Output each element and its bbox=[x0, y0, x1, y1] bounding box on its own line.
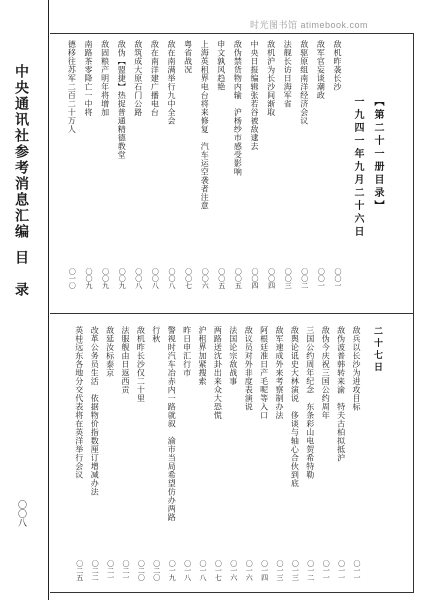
toc-entry-title: 敌机沪为长沙间渐取 bbox=[266, 40, 276, 117]
toc-entry-title: 敌筑成大原石门公路 bbox=[133, 40, 143, 117]
toc-entry-page: 〇一四 bbox=[260, 560, 269, 581]
toc-entry-page: 〇二一 bbox=[106, 560, 115, 581]
toc-entry-title: 敌机昨长沙仅二十里 bbox=[136, 326, 146, 403]
page-number: 〇〇八 bbox=[16, 500, 26, 527]
toc-entry-title: 敌兵以长沙为进攻目标 bbox=[352, 326, 361, 411]
toc-entry-title: 敌驱原组南洋经济会议 bbox=[299, 40, 309, 125]
toc-entry-page: 〇〇九 bbox=[118, 268, 127, 289]
toc-entry-title: 敌机昨袭长沙 bbox=[333, 40, 342, 91]
toc-entry-page: 〇一三 bbox=[291, 560, 300, 581]
toc-entry-page: 〇二〇 bbox=[137, 560, 146, 581]
toc-entry-title: 敌在南满举行九中全会 bbox=[167, 40, 176, 125]
section-label: 目录 bbox=[13, 250, 29, 314]
toc-entry-page: 〇〇一 bbox=[317, 268, 326, 289]
toc-entry-title: 粤省战况 bbox=[183, 40, 193, 74]
toc-entry-page: 〇一一 bbox=[353, 560, 361, 581]
toc-entry-title: 三国公约周年纪念 东条彩山电贺希特勒 bbox=[305, 326, 315, 479]
watermark-text: 时光图书馆 atimebook.com bbox=[250, 20, 369, 30]
toc-entry-title: 两路送沈卦出来众大恐慌 bbox=[213, 326, 223, 420]
toc-entry-title: 警视时汽车冶赤内一路就叙 渝市当局希望仿办两路 bbox=[167, 326, 177, 522]
toc-entry-title: 敌延汝标泰京 bbox=[105, 326, 115, 377]
toc-entry-title: 法舰长访日海军省 bbox=[283, 40, 293, 108]
toc-entry-title: 德移往苏军二百二十万人 bbox=[67, 40, 77, 134]
toc-entry-page: 〇〇一 bbox=[334, 268, 342, 289]
toc-entry-page: 〇〇八 bbox=[168, 268, 176, 289]
date-heading-2: 二十七日 bbox=[372, 326, 382, 374]
toc-entry-page: 〇一八 bbox=[183, 560, 192, 581]
toc-entry-page: 〇〇五 bbox=[234, 268, 243, 289]
toc-entry-title: 南路茶零降亡一中将 bbox=[84, 40, 93, 117]
middle-divider bbox=[50, 313, 414, 314]
toc-entry-page: 〇二一 bbox=[122, 560, 130, 581]
toc-entry-title: 上海英租界电台将来修复 汽车运空袭者注意 bbox=[200, 40, 210, 210]
toc-entry-page: 〇一一 bbox=[322, 560, 331, 581]
toc-entry-title: 敌军官妄谈潮政 bbox=[316, 40, 326, 100]
toc-entry-page: 〇〇八 bbox=[151, 268, 160, 289]
toc-entry-page: 〇〇二 bbox=[300, 268, 309, 289]
toc-entry-page: 〇〇四 bbox=[267, 268, 276, 289]
volume-heading: 【第二十一册目录】 bbox=[372, 96, 383, 213]
toc-entry-title: 昨日申汇行市 bbox=[182, 326, 192, 377]
toc-entry-title: 沪租界加紧搜索 bbox=[198, 326, 207, 386]
toc-entry-title: 敌固粮产明年将增加 bbox=[100, 40, 110, 117]
toc-entry-title: 敌在南洋建广播电台 bbox=[150, 40, 160, 117]
left-margin bbox=[0, 0, 49, 600]
toc-entry-title: 敌伪今庆祝三国公约周年 bbox=[321, 326, 331, 420]
toc-entry-page: 〇一八 bbox=[199, 560, 207, 581]
toc-entry-title: 法服舰由日返西贡 bbox=[121, 326, 130, 394]
toc-entry-page: 〇〇八 bbox=[134, 268, 143, 289]
toc-entry-page: 〇二〇 bbox=[152, 560, 161, 581]
toc-entry-title: 敌伪禁货物内输 沪杨纱市感受影响 bbox=[233, 40, 243, 176]
toc-entry-page: 〇〇九 bbox=[85, 268, 93, 289]
top-border bbox=[50, 33, 414, 34]
toc-entry-page: 〇一六 bbox=[229, 560, 238, 581]
toc-entry-page: 〇〇七 bbox=[184, 268, 193, 289]
toc-entry-page: 〇〇三 bbox=[284, 268, 293, 289]
toc-entry-page: 〇一三 bbox=[276, 560, 284, 581]
bottom-border bbox=[50, 592, 414, 593]
toc-entry-title: 改革公务员生活 依据物价指数厘订增减办法 bbox=[90, 326, 100, 496]
toc-entry-title: 申文孰风趋艳 bbox=[216, 40, 226, 91]
toc-entry-page: 〇一二 bbox=[306, 560, 315, 581]
toc-entry-title: 敌伪【盟捷】热捉普通精德教堂 bbox=[117, 40, 127, 159]
toc-entry-title: 中央日报编辑张若谷被敌逮去 bbox=[250, 40, 259, 151]
toc-entry-page: 〇二二 bbox=[91, 560, 100, 581]
toc-entry-title: 敌舆论诋史大林演说 侈谈与轴心合伙到底 bbox=[290, 326, 300, 488]
toc-entry-title: 敌议员对外非度表演说 bbox=[244, 326, 254, 411]
date-heading-1: 一九四一年九月二十六日 bbox=[352, 96, 363, 239]
toc-entry-page: 〇一一 bbox=[337, 560, 346, 581]
toc-entry-title: 敌伪波普韩转来渝 特夫古柏拟抵沪 bbox=[336, 326, 346, 462]
book-title: 中央通讯社参考消息汇编 bbox=[13, 64, 29, 240]
toc-entry-page: 〇一七 bbox=[214, 560, 223, 581]
toc-entry-page: 〇〇六 bbox=[201, 268, 210, 289]
toc-entry-page: 〇一六 bbox=[245, 560, 254, 581]
toc-entry-page: 〇〇五 bbox=[217, 268, 226, 289]
toc-entry-title: 行秋 bbox=[151, 326, 161, 343]
toc-entry-page: 〇一九 bbox=[168, 560, 177, 581]
toc-entry-page: 〇〇九 bbox=[101, 268, 110, 289]
toc-entry-title: 敌军速成外来考察制办法 bbox=[275, 326, 284, 420]
toc-entry-title: 英桂远东各地分交代表将在英洋举行会议 bbox=[74, 326, 84, 479]
toc-entry-title: 法国论宗敌战事 bbox=[228, 326, 238, 386]
toc-entry-title: 阿根廷准日产毛呢等入口 bbox=[259, 326, 269, 420]
toc-entry-page: 〇〇四 bbox=[251, 268, 259, 289]
toc-entry-page: 〇二五 bbox=[75, 560, 84, 581]
toc-entry-page: 〇一〇 bbox=[68, 268, 77, 289]
